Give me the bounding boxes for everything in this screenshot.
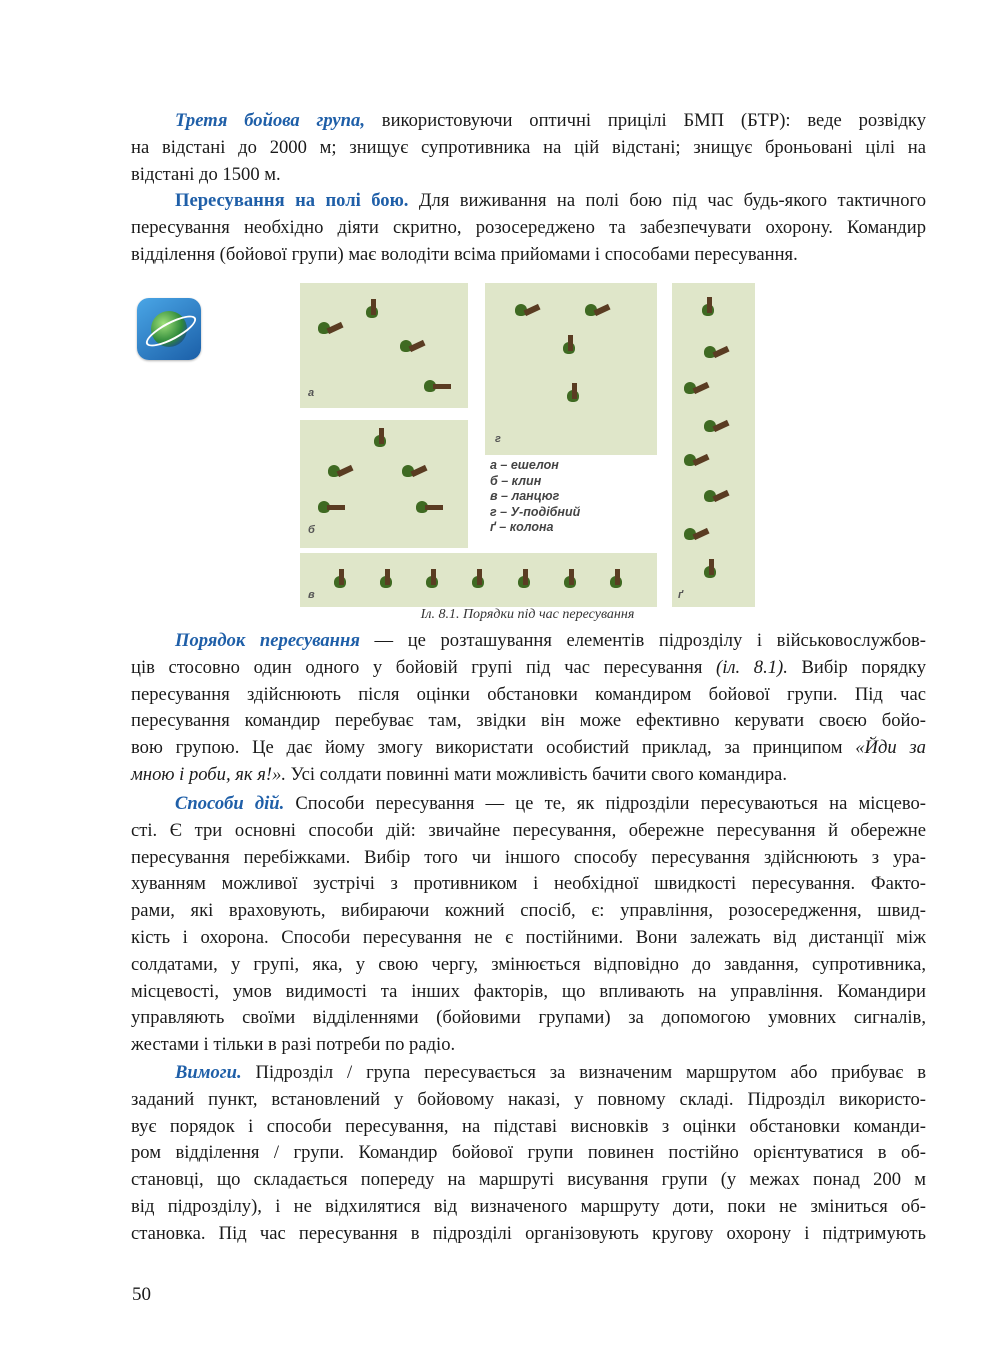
figure-movement-orders <box>300 283 755 613</box>
soldier-icon <box>564 571 576 593</box>
figure-caption: Іл. 8.1. Порядки під час пересування <box>420 607 635 622</box>
text-line: солдатами, у групі, яка, у свою чергу, змінюється відповідно до завдання, супротивника, <box>131 953 926 975</box>
soldier-icon <box>366 301 378 323</box>
panel-line <box>300 553 657 607</box>
text-line: відстані до 1500 м. <box>131 163 281 185</box>
text-line: місцевості, умов видимості та інших факторів, що впливають на управління. Командири <box>131 980 926 1002</box>
globe-icon <box>137 298 201 360</box>
text-line: сті. Є три основні способи дій: звичайне пересування, обережне пересування й обережне <box>131 819 926 841</box>
soldier-icon <box>610 571 622 593</box>
panel-label: г <box>495 433 501 445</box>
panel-echelon <box>300 283 468 408</box>
soldier-icon <box>380 571 392 593</box>
text-line: заданий пункт, встановлений у бойовому наказі, у повному складі. Підрозділ використо- <box>131 1088 926 1110</box>
term-third-group: Третя бойова група, <box>175 110 365 131</box>
soldier-icon <box>585 299 610 321</box>
text-line: пересування командир перебуває там, звідки він може ефективно керувати своєю бойо- <box>131 710 926 732</box>
panel-label: ґ <box>678 589 684 601</box>
soldier-icon <box>567 385 579 407</box>
text-line: пересування необхідно діяти скритно, розосереджено та забезпечувати охорону. Командир <box>131 216 926 238</box>
term-movement: Пересування на полі бою. <box>175 190 409 211</box>
soldier-icon <box>704 341 729 363</box>
soldier-icon <box>424 375 451 397</box>
soldier-icon <box>318 317 343 339</box>
soldier-icon <box>704 485 729 507</box>
text-line: управляють своїми відділеннями (бойовими групами) за допомогою умовних сигналів, <box>131 1007 926 1029</box>
soldier-icon <box>400 335 425 357</box>
text-line: становка. Під час пересування в підрозділі організовують кругову охорону і підтримують <box>131 1222 926 1244</box>
term-order: Порядок пересування <box>175 630 360 651</box>
text-line: кість і охорона. Способи пересування не є постійними. Вони залежать від дистанції між <box>131 926 926 948</box>
soldier-icon <box>704 415 729 437</box>
panel-wedge <box>300 420 468 548</box>
panel-v-shape <box>485 283 657 455</box>
figure-legend <box>490 458 580 536</box>
soldier-icon <box>402 460 427 482</box>
soldier-icon <box>518 571 530 593</box>
text-line: ців стосовно один одного у бойовій групі під час пересування <box>131 656 717 678</box>
page-number: 50 <box>132 1284 151 1305</box>
soldier-icon <box>704 561 716 583</box>
soldier-icon <box>684 377 709 399</box>
text-line: на відстані до 2000 м; знищує супротивника на цій відстані; знищує броньовані цілі на <box>131 136 926 158</box>
text-line: Вибір порядку <box>787 656 926 678</box>
panel-label: в <box>308 589 315 601</box>
soldier-icon <box>334 571 346 593</box>
text-line: використовуючи оптичні прицілі БМП (БТР): веде розвідку <box>364 110 926 131</box>
text-line: Для виживання на полі бою під час будь-якого тактичного <box>408 190 926 211</box>
text-line: пересування перебіжками. Вибір того чи іншого способу пересування здійснюють з ура- <box>131 846 926 868</box>
text-line: хуванням можливої зустрічі з противником і необхідної швидкості пересування. Факто- <box>131 873 926 895</box>
text-line: Підрозділ / група пересувається за визначеним маршрутом або прибуває в <box>241 1062 926 1083</box>
text-line: становці, що складається попереду на маршруті висування групи (у межах понад 200 м <box>131 1169 926 1191</box>
legend-item: г – У-подібний <box>490 504 581 519</box>
text-line: жестами і тільки в разі потреби по радіо. <box>131 1034 456 1056</box>
soldier-icon <box>515 299 540 321</box>
text-line: рами, які враховують, вибираючи кожний спосіб, є: управління, розосередження, швид- <box>131 900 926 922</box>
text-line: від підрозділу), і не відхилятися від визначеного маршруту доти, поки не зміниться об- <box>131 1195 926 1217</box>
panel-column <box>672 283 755 607</box>
soldier-icon <box>684 449 709 471</box>
text-line: пересування здійснюють після оцінки обстановки командиром бойової групи. Під час <box>131 683 926 705</box>
soldier-icon <box>426 571 438 593</box>
paragraph-third-group <box>131 108 926 188</box>
soldier-icon <box>328 460 353 482</box>
motto-quote: «Йди за <box>855 737 926 759</box>
soldier-icon <box>702 299 714 321</box>
text-line: Способи пересування — це те, як підрозділи пересуваються на місцево- <box>284 793 926 814</box>
paragraph-methods <box>131 791 926 1059</box>
soldier-icon <box>318 496 345 518</box>
paragraph-order <box>131 628 926 789</box>
text-line: вою групою. Це дає йому змогу використати особистий приклад, за принципом <box>131 737 856 759</box>
paragraph-movement <box>131 188 926 268</box>
motto-quote: мною і роби, як я!». <box>131 763 287 785</box>
text-line: відділення (бойової групи) має володіти всіма прийомами і способами пересування. <box>131 243 798 265</box>
soldier-icon <box>472 571 484 593</box>
term-methods: Способи дій. <box>175 793 285 814</box>
legend-item: ґ – колона <box>490 520 554 534</box>
legend-item: а – ешелон <box>490 458 559 472</box>
soldier-icon <box>374 430 386 452</box>
text-line: — це розташування елементів підрозділу і військовослужбов- <box>359 630 926 651</box>
panel-label: б <box>308 524 315 536</box>
figure-ref-link[interactable]: (іл. 8.1). <box>716 656 788 678</box>
legend-item: в – ланцюг <box>490 489 560 503</box>
panel-label: а <box>308 387 315 399</box>
soldier-icon <box>684 523 709 545</box>
legend-item: б – клин <box>490 473 542 488</box>
term-requirements: Вимоги. <box>175 1062 242 1083</box>
soldier-icon <box>416 496 443 518</box>
paragraph-requirements <box>131 1060 926 1248</box>
soldier-icon <box>563 337 575 359</box>
text-line: вує порядок і способи пересування, на підставі висновків з оцінки обстановки команди- <box>131 1115 926 1137</box>
text-line: ром відділення / групи. Командир бойової групи повинен постійно орієнтуватися в об- <box>131 1142 926 1164</box>
text-line: Усі солдати повинні мати можливість бачити свого командира. <box>286 763 787 785</box>
